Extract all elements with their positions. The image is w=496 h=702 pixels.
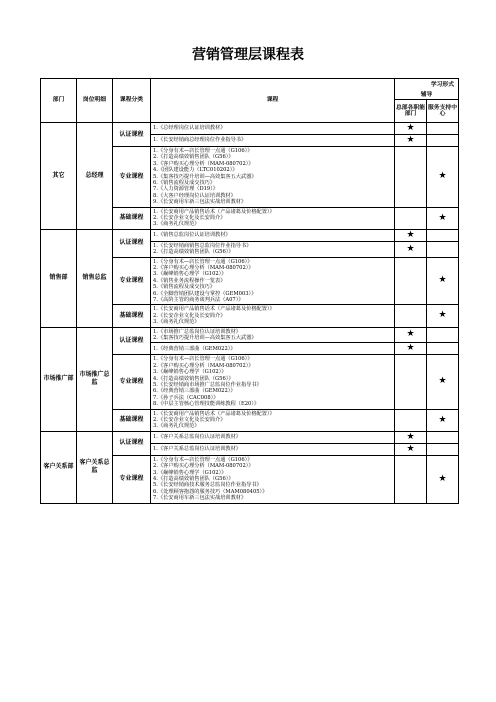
service-center-mark-cell [427, 257, 459, 305]
page-title: 营销管理层课程表 [192, 47, 304, 63]
header-dept: 部门 [41, 79, 77, 123]
service-center-mark-cell [427, 241, 459, 257]
course-line: 1.《经典营销三部曲（GEM022）》 [153, 345, 236, 352]
service-center-mark-cell [427, 455, 459, 503]
course-line: 2.《打造高绩效销售团队（G56）》 [153, 249, 234, 256]
course-line: 1.《分身有术—店长管理一点通（G106）》 [153, 456, 253, 463]
course-cell [151, 241, 395, 257]
course-line: 2.《客户购买心理分析（MAM-080702）》 [153, 264, 254, 271]
hq-staff-mark-cell [395, 355, 427, 409]
course-line: 2.《集客技巧提升培训—高效集客五大武器》 [153, 334, 257, 341]
dept-cell: 市场推广部 [41, 327, 77, 431]
course-line: 5.《销售流程及成交技巧》 [153, 284, 216, 291]
course-line: 7.《长安商用车新三包法实战培训教材》 [153, 495, 247, 502]
star-icon: ★ [406, 229, 415, 240]
star-icon: ★ [406, 343, 415, 354]
category-cell: 基础课程 [113, 305, 151, 327]
course-cell [151, 229, 395, 241]
course-line: 4.《销售业务流程操作一览表》 [153, 277, 226, 284]
service-center-mark-cell [427, 229, 459, 241]
course-line: 1.《分身有术—店长管理一点通（G106）》 [153, 258, 253, 265]
category-cell: 基础课程 [113, 207, 151, 229]
category-cell: 认证课程 [113, 229, 151, 257]
course-line: 1.《销售总监岗位认证培训教材》 [153, 232, 231, 239]
service-center-mark-cell [427, 135, 459, 147]
star-icon: ★ [438, 275, 447, 286]
course-cell [151, 409, 395, 431]
hq-staff-mark-cell [395, 135, 427, 147]
course-cell [151, 135, 395, 147]
hq-staff-mark-cell [395, 327, 427, 343]
star-icon: ★ [438, 310, 447, 321]
table-row [41, 327, 459, 343]
category-cell: 专业课程 [113, 455, 151, 503]
course-cell [151, 147, 395, 208]
position-cell: 总经理 [77, 123, 113, 230]
course-line: 1.《长安商用产品销售话术（产品诸葛及价格配置）》 [153, 306, 275, 313]
star-icon: ★ [406, 443, 415, 454]
table-row [41, 431, 459, 443]
position-cell: 市场推广总监 [77, 327, 113, 431]
course-line: 3.《客户购买心理分析（MAM-080702）》 [153, 160, 254, 167]
course-table [40, 78, 459, 504]
hq-staff-mark-cell [395, 123, 427, 135]
service-center-mark-cell [427, 409, 459, 431]
star-icon: ★ [406, 243, 415, 254]
course-line: 7.《高阶主管的商务谈判兵法（A07）》 [153, 296, 244, 303]
course-line: 9.《长安商用车新三包法实战培训教材》 [153, 199, 247, 206]
course-line: 3.《巅峰销售心理学（G102）》 [153, 469, 227, 476]
star-icon: ★ [438, 376, 447, 387]
course-line: 1.《分身有术—店长管理一点通（G106）》 [153, 356, 253, 363]
course-line: 2.《客户购买心理分析（MAM-080702）》 [153, 362, 254, 369]
category-cell: 专业课程 [113, 147, 151, 208]
course-line: 6.《销售流程及成交技巧》 [153, 180, 216, 186]
course-cell [151, 305, 395, 327]
service-center-mark-cell [427, 343, 459, 355]
header-study-form: 学习形式 [395, 79, 459, 91]
course-line: 7.《人力资源管理（D19）》 [153, 186, 218, 193]
table-row [41, 229, 459, 241]
service-center-mark-cell [427, 147, 459, 208]
category-cell: 专业课程 [113, 355, 151, 409]
course-line: 1.《市场推广总监岗位认证培训教材》 [153, 328, 241, 335]
header-category: 课程分类 [113, 79, 151, 123]
service-center-mark-cell [427, 305, 459, 327]
category-cell: 认证课程 [113, 327, 151, 355]
course-line: 4.《打造高绩效销售团队（G56）》 [153, 475, 234, 482]
course-line: 8.《大客户经理岗位认证培训教材》 [153, 192, 236, 199]
course-line: 1.《长安经销商总经理岗位作业指导书》 [153, 137, 247, 144]
star-icon: ★ [438, 414, 447, 425]
course-line: 2.《打造高绩效销售团队（G56）》 [153, 154, 234, 161]
course-cell [151, 123, 395, 135]
course-line: 3.《商务礼仪规范》 [153, 221, 200, 228]
course-line: 1.《客户关系总监岗位认证培训教材》 [153, 434, 241, 441]
hq-staff-mark-cell [395, 229, 427, 241]
star-icon: ★ [406, 329, 415, 340]
course-cell [151, 431, 395, 443]
dept-cell: 销售部 [41, 229, 77, 327]
course-line: 1.《长安经销商销售总监岗位作业指导书》 [153, 242, 252, 249]
hq-staff-mark-cell [395, 147, 427, 208]
course-line: 1.《总经理岗位认证培训教材》 [153, 125, 226, 132]
star-icon: ★ [406, 135, 415, 145]
course-cell [151, 257, 395, 305]
course-line: 5.《长安经销商市场推广总监岗位作业指导书》 [153, 381, 262, 388]
course-line: 1.《客户关系总监岗位认证培训教材》 [153, 446, 241, 453]
header-hq-staff: 总部各职能部门 [395, 100, 427, 123]
star-icon: ★ [438, 212, 447, 223]
dept-cell: 其它 [41, 123, 77, 230]
course-line: 5.《集客技巧提升培训—高效集客五大武器》 [153, 173, 257, 180]
course-line: 3.《巅峰销售心理学（G102）》 [153, 271, 227, 278]
service-center-mark-cell [427, 355, 459, 409]
service-center-mark-cell [427, 431, 459, 443]
service-center-mark-cell [427, 443, 459, 455]
course-line: 1.《长安商用产品销售话术（产品诸葛及价格配置）》 [153, 410, 275, 417]
course-line: 8.《中层主管核心管理技能训练教程（E20）》 [153, 401, 260, 408]
hq-staff-mark-cell [395, 343, 427, 355]
course-cell [151, 455, 395, 503]
course-line: 6.《全脚营销团队建设与掌控（GEM003）》 [153, 290, 257, 297]
header-course: 课程 [151, 79, 395, 123]
star-icon: ★ [438, 473, 447, 484]
category-cell: 专业课程 [113, 257, 151, 305]
table-row [41, 123, 459, 135]
hq-staff-mark-cell [395, 431, 427, 443]
header-tutoring: 辅导 [395, 91, 459, 100]
star-icon: ★ [406, 431, 415, 442]
course-line: 7.《孙子兵法（CAC008）》 [153, 394, 219, 401]
service-center-mark-cell [427, 207, 459, 229]
hq-staff-mark-cell [395, 257, 427, 305]
course-line: 3.《商务礼仪规范》 [153, 423, 200, 430]
hq-staff-mark-cell [395, 409, 427, 431]
course-cell [151, 327, 395, 343]
position-cell: 销售总监 [77, 229, 113, 327]
course-line: 6.《处理顾客抱怨的服务技巧（MAM080405）》 [153, 488, 268, 495]
header-service-center: 服务支持中心 [427, 100, 459, 123]
header-position: 岗位明细 [77, 79, 113, 123]
hq-staff-mark-cell [395, 443, 427, 455]
course-cell [151, 443, 395, 455]
hq-staff-mark-cell [395, 241, 427, 257]
category-cell: 基础课程 [113, 409, 151, 431]
star-icon: ★ [438, 171, 447, 182]
course-line: 4.《打造高绩效销售团队（G56）》 [153, 375, 234, 382]
course-line: 3.《巅峰销售心理学（G102）》 [153, 369, 227, 376]
course-table-body [41, 79, 459, 504]
course-line: 1.《长安商用产品销售话术（产品诸葛及价格配置）》 [153, 208, 275, 215]
course-line: 2.《客户购买心理分析（MAM-080702）》 [153, 463, 254, 470]
course-line: 2.《长安企业文化及长安简介》 [153, 416, 226, 423]
course-cell [151, 355, 395, 409]
dept-cell: 客户关系部 [41, 431, 77, 503]
course-line: 2.《长安企业文化及长安简介》 [153, 214, 226, 221]
service-center-mark-cell [427, 123, 459, 135]
category-cell: 认证课程 [113, 431, 151, 455]
course-line: 4.《团队建设能力（LTC010202）》 [153, 167, 238, 174]
course-line: 6.《经典营销三部曲（GEM022）》 [153, 388, 236, 395]
service-center-mark-cell [427, 327, 459, 343]
hq-staff-mark-cell [395, 455, 427, 503]
star-icon: ★ [406, 123, 415, 133]
course-cell [151, 343, 395, 355]
course-line: 3.《商务礼仪规范》 [153, 319, 200, 326]
course-line: 5.《长安经销商技术服务总监岗位作业指导书》 [153, 482, 262, 489]
course-cell [151, 207, 395, 229]
hq-staff-mark-cell [395, 207, 427, 229]
category-cell: 认证课程 [113, 123, 151, 147]
hq-staff-mark-cell [395, 305, 427, 327]
course-line: 2.《长安企业文化及长安简介》 [153, 312, 226, 319]
position-cell: 客户关系总监 [77, 431, 113, 503]
course-line: 1.《分身有术—店长管理一点通（G106）》 [153, 147, 253, 154]
